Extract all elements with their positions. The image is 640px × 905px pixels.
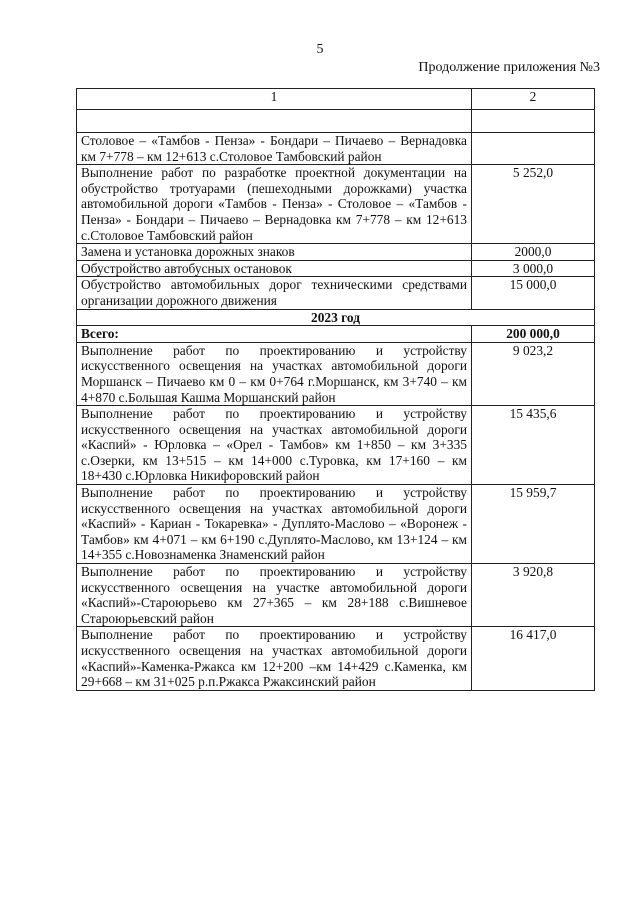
row-description: Столовое – «Тамбов - Пенза» - Бондари – Пичаево – Вернадовка км 7+778 – км 12+613 с.Столовое Тамбовский район [77, 133, 472, 165]
column-header-1: 1 [77, 89, 472, 110]
table-row [77, 564, 595, 627]
table-row [77, 165, 595, 244]
row-amount: 3 920,8 [472, 564, 595, 627]
table-row [77, 244, 595, 261]
total-label: Всего: [77, 326, 472, 343]
row-description: Обустройство автобусных остановок [77, 260, 472, 277]
row-amount: 15 959,7 [472, 485, 595, 564]
table-row [77, 627, 595, 690]
row-amount: 16 417,0 [472, 627, 595, 690]
year-row [77, 309, 595, 326]
row-description: Выполнение работ по проектированию и устройству искусственного освещения на участках автомобильной дороги «Каспий» - Кариан - Токаревка» - Дуплято-Маслово – «Воронеж - Тамбов» км 4+071 – км 6+190 с.Дуплято-Маслово, км 13+124 – км 14+355 с.Новознаменка Знаменский район [77, 485, 472, 564]
table-row [77, 133, 595, 165]
row-amount: 15 000,0 [472, 277, 595, 309]
total-amount: 200 000,0 [472, 326, 595, 343]
row-amount: 3 000,0 [472, 260, 595, 277]
budget-table [76, 88, 595, 691]
total-row [77, 326, 595, 343]
row-description: Выполнение работ по проектированию и устройству искусственного освещения на участке автомобильной дороги «Каспий»-Староюрьево км 27+365 – км 28+188 с.Вишневое Староюрьевский район [77, 564, 472, 627]
row-description: Выполнение работ по проектированию и устройству искусственного освещения на участках автомобильной дороги «Каспий» - Юрловка – «Орел - Тамбов» км 1+850 – км 3+335 с.Озерки, км 13+515 – км 14+000 с.Туровка, км 17+160 – км 18+430 с.Юрловка Никифоровский район [77, 406, 472, 485]
row-description: Выполнение работ по проектированию и устройству искусственного освещения на участках автомобильной дороги Моршанск – Пичаево км 0 – км 0+764 г.Моршанск, км 3+740 – км 4+870 с.Большая Кашма Моршанский район [77, 342, 472, 405]
row-description: Обустройство автомобильных дорог техническими средствами организации дорожного движения [77, 277, 472, 309]
table-row [77, 277, 595, 309]
column-header-2: 2 [472, 89, 595, 110]
table-row [77, 342, 595, 405]
row-amount: 2000,0 [472, 244, 595, 261]
table-gap-row [77, 110, 595, 133]
table-row [77, 260, 595, 277]
table-row [77, 485, 595, 564]
row-description: Выполнение работ по проектированию и устройству искусственного освещения на участках автомобильной дороги «Каспий»-Каменка-Ржакса км 12+200 –км 14+429 с.Каменка, км 29+668 – км 31+025 р.п.Ржакса Ржаксинский район [77, 627, 472, 690]
row-amount: 15 435,6 [472, 406, 595, 485]
table-header-row [77, 89, 595, 110]
row-description: Замена и установка дорожных знаков [77, 244, 472, 261]
table-row [77, 406, 595, 485]
year-label: 2023 год [77, 309, 595, 326]
row-amount: 5 252,0 [472, 165, 595, 244]
row-description: Выполнение работ по разработке проектной документации на обустройство тротуарами (пешеходными дорожками) участка автомобильной дороги «Тамбов - Пенза» - Столовое – «Тамбов - Пенза» - Бондари – Пичаево – Вернадовка км 7+778 – км 12+613 с.Столовое Тамбовский район [77, 165, 472, 244]
row-amount [472, 133, 595, 165]
row-amount: 9 023,2 [472, 342, 595, 405]
page-number: 5 [316, 42, 324, 57]
continuation-note: Продолжение приложения №3 [418, 60, 600, 75]
